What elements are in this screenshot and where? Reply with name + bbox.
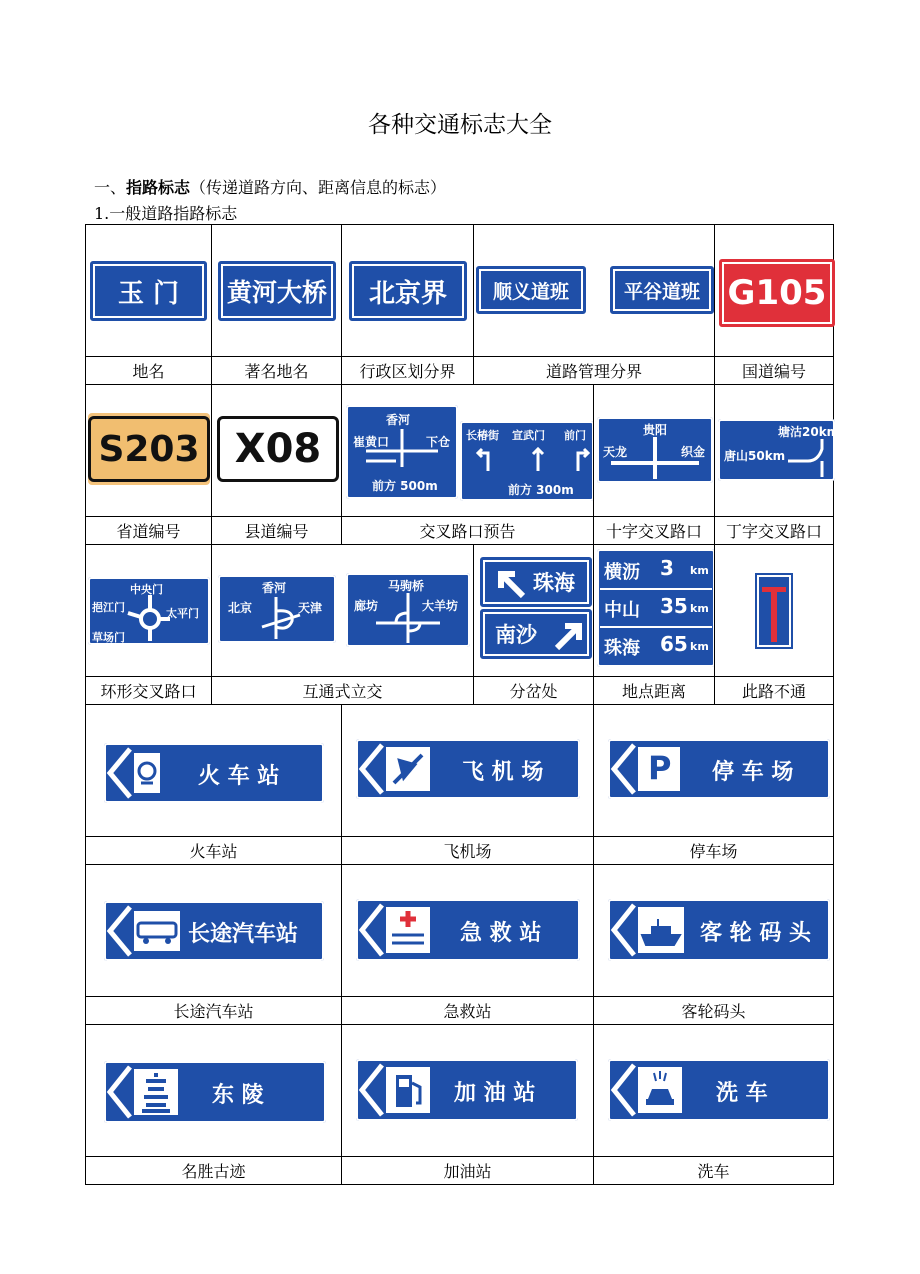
cell-crossroads (593, 384, 715, 517)
sign-g105: G105 (719, 259, 835, 327)
pagoda-icon (104, 1061, 184, 1123)
bus-icon (104, 901, 184, 961)
distance-value: 35 (660, 594, 688, 618)
cell-bus (85, 864, 342, 997)
label: 洗车 (593, 1156, 834, 1185)
label: 停车场 (593, 836, 834, 865)
sign-cross-notice-1: 香河 崔黄口 下仓 前方 500m (346, 405, 458, 499)
sign-table (85, 224, 840, 1185)
cell-parking (593, 704, 834, 837)
sign-huanghe: 黄河大桥 (218, 261, 336, 321)
sign-beijing: 北京界 (349, 261, 467, 321)
label: 飞机场 (341, 836, 594, 865)
distance-unit: km (690, 640, 709, 653)
section-heading: 一、指路标志（传递道路方向、距离信息的标志） (94, 178, 447, 197)
chevron-left-icon (104, 743, 160, 803)
distance-place: 横沥 (604, 562, 640, 583)
airplane-icon (356, 739, 436, 799)
distance-place: 珠海 (604, 638, 640, 659)
distance-unit: km (690, 564, 709, 577)
sign-distance (597, 549, 715, 667)
sign-crossroads: 贵阳 天龙 织金 (597, 417, 713, 483)
label: 十字交叉路口 (593, 516, 715, 545)
distance-value: 65 (660, 632, 688, 656)
distance-row (600, 590, 712, 628)
cell-gas (341, 1024, 594, 1157)
cell-intersection-notice (341, 384, 594, 517)
label: 名胜古迹 (85, 1156, 342, 1185)
sign-cross-notice-2: 长椿街 宣武门 前门 前方 300m (460, 421, 594, 501)
cell-roundabout (85, 544, 212, 677)
label: 地名 (85, 356, 212, 385)
sign-t-junction: 塘沽20km 唐山50km (718, 419, 835, 481)
cell-ferry (593, 864, 834, 997)
sign-yumen: 玉 门 (90, 261, 207, 321)
sign-s203: S203 (88, 413, 210, 485)
sign-car-wash: 洗 车 (608, 1059, 830, 1121)
label: 地点距离 (593, 676, 715, 705)
label: 客轮码头 (593, 996, 834, 1025)
sign-pinggu: 平谷道班 (610, 266, 714, 314)
label: 长途汽车站 (85, 996, 342, 1025)
sign-fork-zhuhai: 珠海 (480, 557, 592, 607)
car-wash-icon (608, 1059, 688, 1121)
gas-pump-icon (356, 1059, 436, 1121)
sign-airport: 飞 机 场 (356, 739, 580, 799)
cell-famous-place (211, 224, 342, 357)
cell-road-mgmt (473, 224, 715, 357)
page-title: 各种交通标志大全 (368, 112, 552, 138)
cell-interchange (211, 544, 474, 677)
distance-row (600, 552, 712, 590)
sign-roundabout: 中央门 挹江门 太平门 草场门 (88, 577, 210, 645)
sign-parking: P 停 车 场 (608, 739, 830, 799)
sign-interchange-1: 香河 北京 天津 (218, 575, 336, 643)
sign-fork-nansha: 南沙 (480, 609, 592, 659)
arrow-up-right-icon (549, 616, 589, 656)
distance-unit: km (690, 602, 709, 615)
cell-car-wash (593, 1024, 834, 1157)
label: 省道编号 (85, 516, 212, 545)
label: 火车站 (85, 836, 342, 865)
cell-national-road (714, 224, 834, 357)
label: 环形交叉路口 (85, 676, 212, 705)
label: 国道编号 (714, 356, 834, 385)
label: 加油站 (341, 1156, 594, 1185)
roundabout-icon (88, 577, 210, 645)
cell-t-junction (714, 384, 840, 517)
distance-row (600, 628, 712, 664)
subsection-heading: 1.一般道路指路标志 (94, 204, 238, 223)
label: 此路不通 (714, 676, 834, 705)
cell-scenic (85, 1024, 342, 1157)
sign-bus: 长途汽车站 (104, 901, 324, 961)
cell-airport (341, 704, 594, 837)
sign-first-aid: 急 救 站 (356, 899, 580, 961)
cell-provincial-road (85, 384, 212, 517)
label: 分岔处 (473, 676, 594, 705)
cell-place-name (85, 224, 212, 357)
cell-fork (473, 544, 594, 677)
label: 著名地名 (211, 356, 342, 385)
distance-place: 中山 (604, 600, 640, 621)
sign-gas: 加 油 站 (356, 1059, 578, 1121)
cell-admin-boundary (341, 224, 474, 357)
cell-first-aid (341, 864, 594, 997)
dead-end-icon (755, 573, 793, 649)
sign-ferry: 客 轮 码 头 (608, 899, 830, 961)
distance-value: 3 (660, 556, 674, 580)
label: 道路管理分界 (473, 356, 715, 385)
label: 县道编号 (211, 516, 342, 545)
sign-x08: X08 (217, 413, 339, 485)
label: 行政区划分界 (341, 356, 474, 385)
ship-icon (608, 899, 688, 961)
cell-dead-end (714, 544, 834, 677)
cell-train (85, 704, 342, 837)
label: 急救站 (341, 996, 594, 1025)
arrow-up-left-icon (491, 564, 531, 604)
sign-shunyi: 顺义道班 (476, 266, 586, 314)
sign-train: 火 车 站 (104, 743, 324, 803)
cell-distance (593, 544, 715, 677)
cell-county-road (211, 384, 342, 517)
label: 丁字交叉路口 (714, 516, 834, 545)
first-aid-icon (356, 899, 436, 961)
label: 互通式立交 (211, 676, 474, 705)
label: 交叉路口预告 (341, 516, 594, 545)
sign-scenic: 东 陵 (104, 1061, 326, 1123)
sign-interchange-2: 马驹桥 廊坊 大羊坊 (346, 573, 470, 647)
